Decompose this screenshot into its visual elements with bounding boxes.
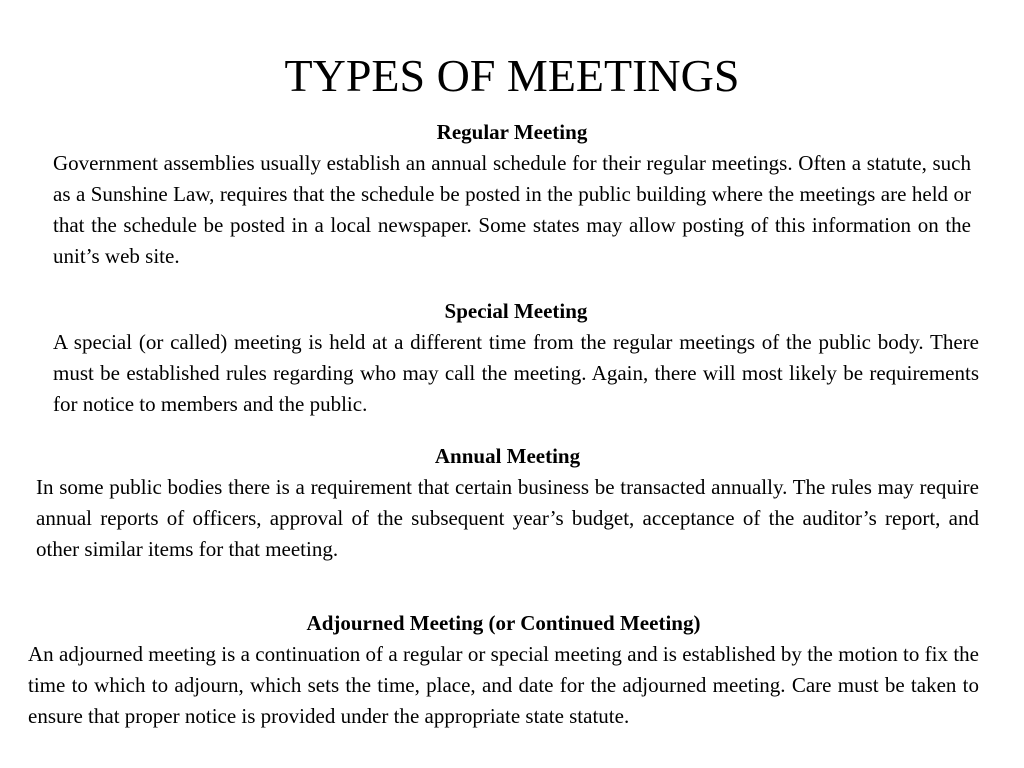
section-heading: Adjourned Meeting (or Continued Meeting)	[306, 611, 701, 635]
section-body: An adjourned meeting is a continuation of a regular or special meeting and is established by the motion to fix the time to which to adjourn, which sets the time, place, and date for the adjourned meeting. Care must be taken to ensure that proper notice is provided under the appropriate state statute.	[28, 642, 979, 728]
section-body: A special (or called) meeting is held at a different time from the regular meetings of the public body. There must be established rules regarding who may call the meeting. Again, there will most likely be requirements for notice to members and the public.	[53, 330, 979, 416]
section-heading: Regular Meeting	[436, 120, 588, 144]
section-special-meeting	[53, 296, 979, 420]
section-regular-meeting	[53, 117, 971, 272]
section-heading: Special Meeting	[444, 299, 588, 323]
section-heading: Annual Meeting	[434, 444, 581, 468]
slide-title: TYPES OF MEETINGS	[284, 50, 740, 101]
section-body: In some public bodies there is a requirement that certain business be transacted annually. The rules may require annual reports of officers, approval of the subsequent year’s budget, acceptance of the auditor’s report, and other similar items for that meeting.	[36, 475, 979, 561]
section-body: Government assemblies usually establish an annual schedule for their regular meetings. Often a statute, such as a Sunshine Law, requires that the schedule be posted in the public building where the meetings are held or that the schedule be posted in a local newspaper. Some states may allow posting of this information on the unit’s web site.	[53, 151, 971, 268]
section-adjourned-meeting	[28, 608, 979, 732]
section-annual-meeting	[36, 441, 979, 565]
